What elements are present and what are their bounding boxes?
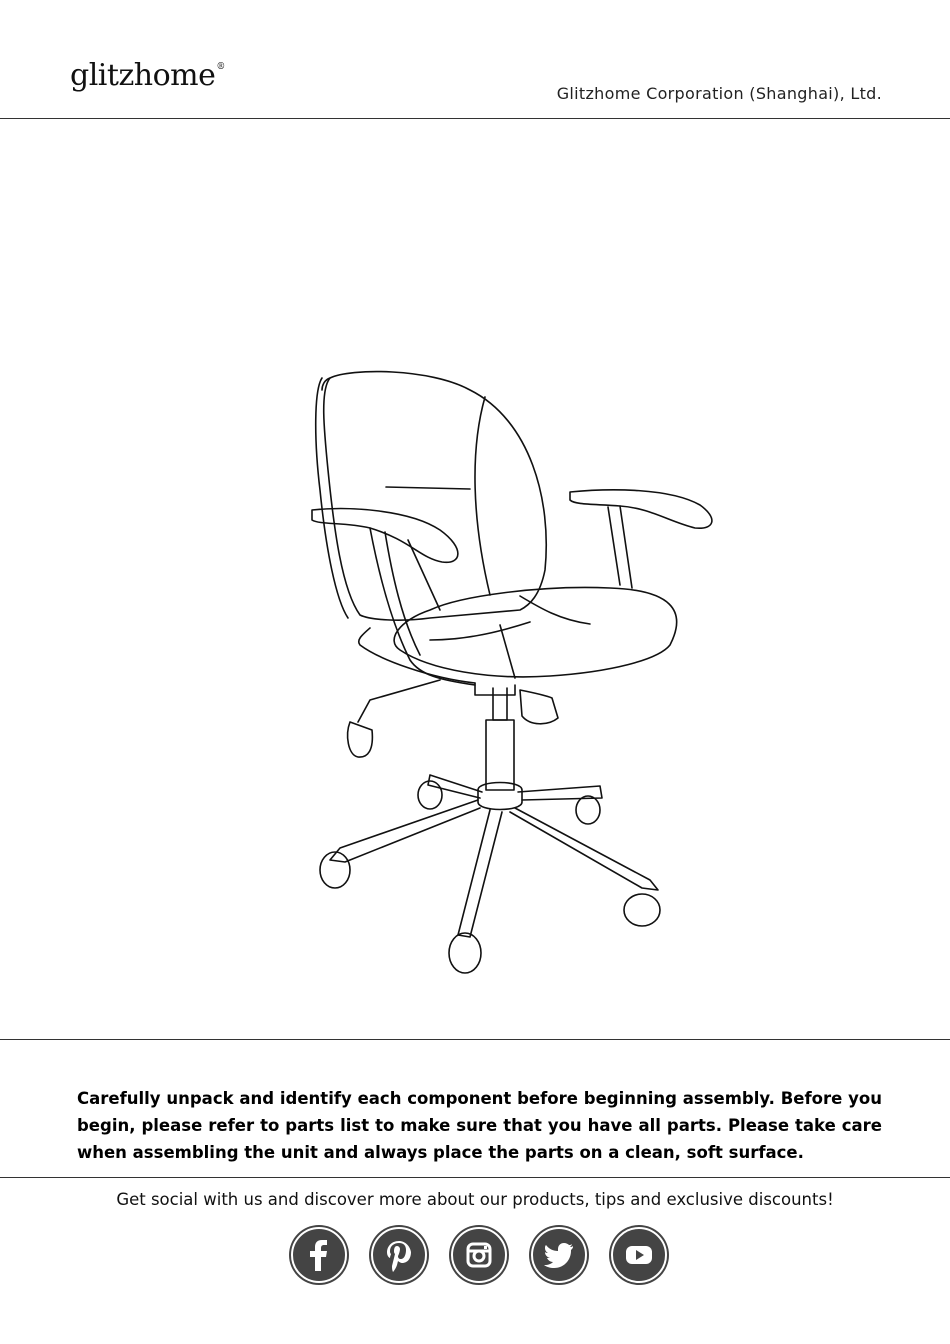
youtube-icon[interactable] xyxy=(611,1227,667,1283)
brand-logo xyxy=(70,58,225,93)
notice-top-divider xyxy=(0,1039,950,1040)
assembly-notice: Carefully unpack and identify each component before beginning assembly. Before you begin, please refer to parts list to make sure that you have all parts. Please take care when assembling the unit and always place the parts on a clean, soft surface. xyxy=(77,1088,882,1162)
company-name: Glitzhome Corporation (Shanghai), Ltd. xyxy=(556,84,882,103)
header-divider xyxy=(0,118,950,119)
notice-bottom-divider xyxy=(0,1177,950,1178)
instagram-icon[interactable] xyxy=(451,1227,507,1283)
social-icons xyxy=(291,1227,671,1285)
office-chair-illustration xyxy=(290,360,730,980)
registered-mark: ® xyxy=(216,62,225,72)
twitter-icon[interactable] xyxy=(531,1227,587,1283)
facebook-icon[interactable] xyxy=(291,1227,347,1283)
pinterest-icon[interactable] xyxy=(371,1227,427,1283)
logo-text: glitzhome xyxy=(70,58,216,93)
social-tagline: Get social with us and discover more about our products, tips and exclusive discounts! xyxy=(116,1190,834,1209)
